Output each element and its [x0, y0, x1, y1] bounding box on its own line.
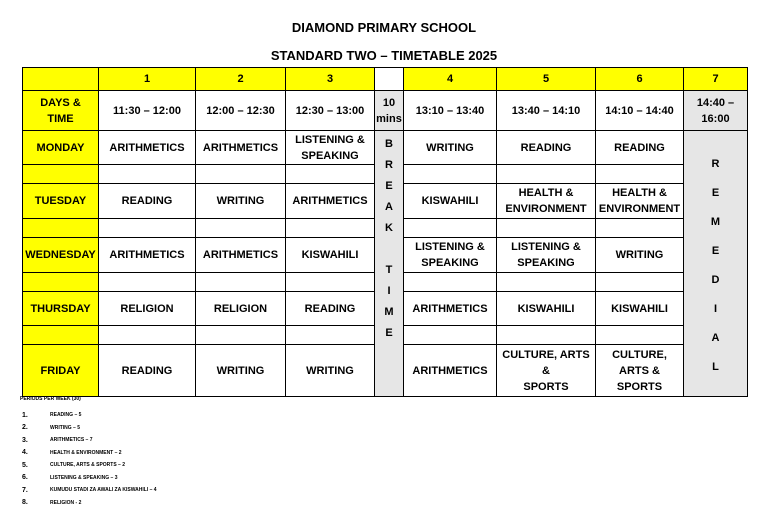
periods-list [22, 409, 157, 509]
remedial-column [684, 131, 748, 397]
cell-text-line: ARTS & [619, 364, 660, 377]
lesson-cell: KISWAHILI [286, 238, 375, 273]
lesson-cell: WRITING [196, 345, 286, 397]
cell-text-line: SPEAKING [301, 149, 359, 162]
header-corner [23, 68, 99, 91]
periods-item-number: 1. [22, 411, 28, 419]
lesson-cell: ARITHMETICS [196, 238, 286, 273]
break-letter: M [384, 306, 394, 318]
lesson-cell: READING [286, 292, 375, 326]
lesson-cell [497, 345, 596, 397]
periods-item-number: 7. [22, 486, 28, 494]
spacer-cell [286, 326, 375, 345]
day-name: FRIDAY [23, 345, 99, 397]
spacer-cell [497, 219, 596, 238]
break-duration [375, 91, 404, 131]
periods-item-text: ARITHMETICS – 7 [50, 437, 93, 444]
periods-item [22, 472, 157, 485]
spacer-day-cell [23, 165, 99, 184]
lesson-cell: ARITHMETICS [404, 345, 497, 397]
cell-text-line: LISTENING & [415, 241, 485, 253]
periods-item-text: WRITING – 5 [50, 424, 81, 431]
lesson-cell: RELIGION [196, 292, 286, 326]
periods-item-text: HEALTH & ENVIRONMENT – 2 [50, 449, 122, 456]
day-row [23, 131, 748, 165]
cell-text-line: LISTENING & [295, 133, 365, 146]
spacer-cell [286, 165, 375, 184]
cell-text-line: ENVIRONMENT [598, 203, 681, 215]
periods-item [22, 422, 157, 435]
lesson-cell: ARITHMETICS [404, 292, 497, 326]
break-letter: E [385, 327, 393, 339]
cell-text-line: CULTURE, ARTS & [502, 348, 590, 377]
cell-text-line: 10 [382, 96, 396, 109]
periods-item [22, 459, 157, 472]
cell-text-line: TIME [47, 112, 74, 125]
spacer-cell [596, 219, 684, 238]
spacer-cell [596, 273, 684, 292]
periods-item-number: 2. [22, 424, 28, 432]
spacer-cell [99, 165, 196, 184]
periods-item-number: 8. [22, 499, 28, 507]
remedial-letter: M [710, 215, 721, 228]
remedial-letter: I [713, 302, 718, 315]
header-break-blank [375, 68, 404, 91]
remedial-letter: L [712, 360, 719, 373]
day-name: WEDNESDAY [23, 238, 99, 273]
cell-text-line: HEALTH & [612, 187, 667, 199]
periods-item-text: LISTENING & SPEAKING – 3 [50, 474, 118, 481]
lesson-cell: WRITING [286, 345, 375, 397]
period-number: 3 [286, 68, 375, 91]
time-slot: 13:40 – 14:10 [497, 91, 596, 131]
lesson-cell: WRITING [596, 238, 684, 273]
spacer-cell [404, 219, 497, 238]
spacer-day-cell [23, 219, 99, 238]
break-time-text [375, 131, 403, 344]
lesson-cell: READING [497, 131, 596, 165]
periods-item-number: 3. [22, 436, 28, 444]
spacer-cell [286, 219, 375, 238]
time-row [23, 91, 748, 131]
lesson-cell [596, 345, 684, 397]
remedial-letter: E [711, 186, 720, 199]
time-slot: 14:10 – 14:40 [596, 91, 684, 131]
periods-item [22, 447, 157, 460]
break-letter: T [385, 264, 393, 276]
lesson-cell: ARITHMETICS [286, 184, 375, 219]
break-letter: A [385, 201, 393, 213]
header-row [23, 68, 748, 91]
remedial-letter: E [711, 244, 720, 257]
lesson-cell: READING [596, 131, 684, 165]
cell-text-line: SPEAKING [517, 257, 575, 269]
cell-text-line: SPORTS [616, 380, 663, 393]
time-slot: 11:30 – 12:00 [99, 91, 196, 131]
lesson-cell: ARITHMETICS [196, 131, 286, 165]
spacer-cell [286, 273, 375, 292]
lesson-cell: ARITHMETICS [99, 131, 196, 165]
period-number: 4 [404, 68, 497, 91]
periods-item-number: 4. [22, 449, 28, 457]
cell-text-line: mins [376, 112, 402, 125]
spacer-cell [497, 165, 596, 184]
timetable-grid [22, 67, 748, 397]
spacer-cell [196, 165, 286, 184]
spacer-cell [99, 219, 196, 238]
timetable-title: STANDARD TWO – TIMETABLE 2025 [270, 48, 498, 63]
day-name: THURSDAY [23, 292, 99, 326]
remedial-letter: D [711, 273, 720, 286]
periods-item-number: 6. [22, 474, 28, 482]
spacer-cell [196, 273, 286, 292]
school-name: DIAMOND PRIMARY SCHOOL [291, 20, 477, 35]
lesson-cell: READING [99, 345, 196, 397]
time-slot: 12:00 – 12:30 [196, 91, 286, 131]
lesson-cell [497, 184, 596, 219]
periods-item [22, 434, 157, 447]
cell-text-line: LISTENING & [511, 241, 581, 253]
spacer-cell [596, 326, 684, 345]
cell-text-line: ENVIRONMENT [505, 203, 587, 215]
break-letter: B [385, 138, 393, 150]
time-slot: 12:30 – 13:00 [286, 91, 375, 131]
break-letter: I [387, 285, 391, 297]
period-number: 2 [196, 68, 286, 91]
spacer-cell [99, 273, 196, 292]
periods-item-text: KUMUDU STADI ZA AWALI ZA KISWAHILI – 4 [50, 487, 157, 494]
periods-item-text: CULTURE, ARTS & SPORTS – 2 [50, 462, 126, 469]
cell-text-line: HEALTH & [518, 187, 574, 199]
periods-item-text: RELIGION - 2 [50, 499, 82, 506]
spacer-day-cell [23, 326, 99, 345]
period-number: 5 [497, 68, 596, 91]
lesson-cell: ARITHMETICS [99, 238, 196, 273]
time-slot: 14:40 – 16:00 [684, 91, 748, 131]
lesson-cell: KISWAHILI [497, 292, 596, 326]
spacer-cell [497, 326, 596, 345]
lesson-cell: RELIGION [99, 292, 196, 326]
periods-item [22, 409, 157, 422]
cell-text-line: SPEAKING [421, 257, 479, 269]
break-letter: K [385, 222, 393, 234]
day-name: TUESDAY [23, 184, 99, 219]
lesson-cell: WRITING [196, 184, 286, 219]
remedial-text [684, 146, 747, 382]
period-number: 1 [99, 68, 196, 91]
remedial-letter: A [711, 331, 720, 344]
lesson-cell: KISWAHILI [404, 184, 497, 219]
spacer-cell [404, 326, 497, 345]
periods-item-text: READING – 5 [50, 412, 82, 419]
cell-text-line: DAYS & [40, 96, 81, 109]
lesson-cell [596, 184, 684, 219]
remedial-letter: R [711, 157, 720, 170]
spacer-cell [196, 219, 286, 238]
spacer-cell [404, 165, 497, 184]
spacer-cell [596, 165, 684, 184]
lesson-cell: KISWAHILI [596, 292, 684, 326]
cell-text-line: SPORTS [523, 380, 569, 393]
periods-per-week-title: PERIODS PER WEEK (30) [20, 396, 81, 402]
lesson-cell: READING [99, 184, 196, 219]
lesson-cell [286, 131, 375, 165]
cell-text-line: CULTURE, [612, 348, 667, 361]
spacer-cell [196, 326, 286, 345]
spacer-day-cell [23, 273, 99, 292]
periods-item [22, 484, 157, 497]
days-time-label [23, 91, 99, 131]
lesson-cell: WRITING [404, 131, 497, 165]
time-slot: 13:10 – 13:40 [404, 91, 497, 131]
periods-item [22, 497, 157, 510]
lesson-cell [404, 238, 497, 273]
day-name: MONDAY [23, 131, 99, 165]
periods-item-number: 5. [22, 461, 28, 469]
lesson-cell [497, 238, 596, 273]
spacer-cell [99, 326, 196, 345]
break-letter: E [385, 180, 393, 192]
spacer-cell [404, 273, 497, 292]
period-number: 6 [596, 68, 684, 91]
break-letter: R [385, 159, 393, 171]
period-number: 7 [684, 68, 748, 91]
break-time-column [375, 131, 404, 397]
spacer-cell [497, 273, 596, 292]
